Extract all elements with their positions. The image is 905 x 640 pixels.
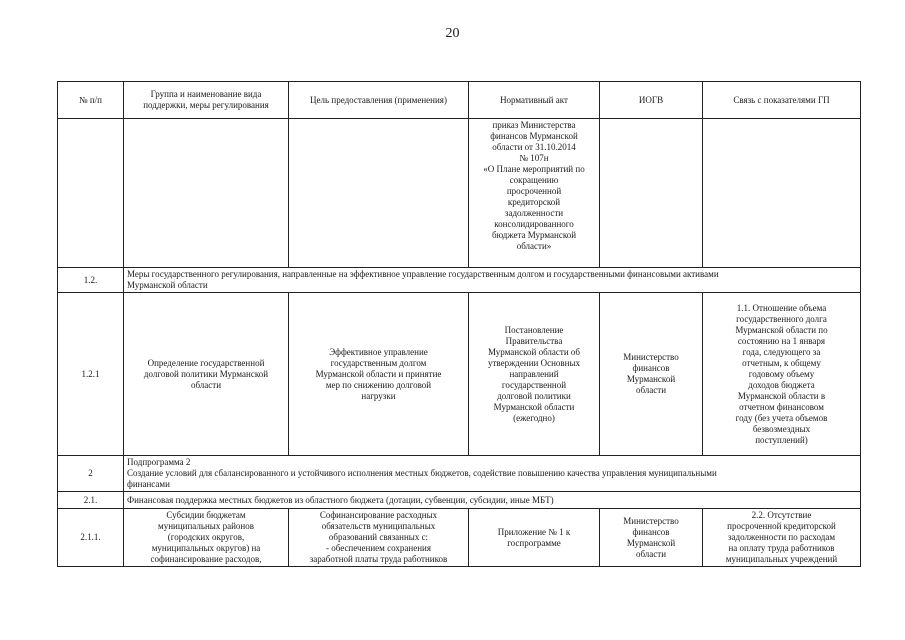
- table-row: [58, 293, 861, 456]
- cell-goal: Эффективное управление государственным долгом Мурманской области и принятие мер по снижению долговой нагрузки: [289, 293, 469, 456]
- table-row: [58, 456, 861, 492]
- cell-goal: Софинансирование расходных обязательств муниципальных образований связанных с: - обеспечением сохранения заработной платы труда работников: [289, 509, 469, 567]
- support-measures-table: [57, 81, 861, 567]
- header-iogv: ИОГВ: [600, 82, 703, 119]
- cell-num: 2: [58, 456, 124, 492]
- cell-num: 1.2.: [58, 268, 124, 293]
- subprogram-title: Подпрограмма 2 Создание условий для сбалансированного и устойчивого исполнения местных бюджетов, содействие повышению качества управления муниципальными финансами: [124, 456, 861, 492]
- cell-group: [124, 119, 289, 268]
- cell-goal: [289, 119, 469, 268]
- cell-num: 2.1.: [58, 492, 124, 509]
- cell-group: Субсидии бюджетам муниципальных районов (городских округов, муниципальных округов) на софинансирование расходов,: [124, 509, 289, 567]
- cell-num: 2.1.1.: [58, 509, 124, 567]
- header-group: Группа и наименование вида поддержки, меры регулирования: [124, 82, 289, 119]
- section-title: Меры государственного регулирования, направленные на эффективное управление государственным долгом и государственными финансовыми активами Мурманской области: [124, 268, 861, 293]
- cell-num: [58, 119, 124, 268]
- cell-act: Приложение № 1 к госпрограмме: [469, 509, 600, 567]
- table-header-row: [58, 82, 861, 119]
- header-goal: Цель предоставления (применения): [289, 82, 469, 119]
- table-row: [58, 119, 861, 268]
- cell-iogv: [600, 119, 703, 268]
- cell-link: 2.2. Отсутствие просроченной кредиторской задолженности по расходам на оплату труда работников муниципальных учреждений: [703, 509, 861, 567]
- table-row: [58, 509, 861, 567]
- table-row: [58, 492, 861, 509]
- cell-group: Определение государственной долговой политики Мурманской области: [124, 293, 289, 456]
- table-row: [58, 268, 861, 293]
- cell-act: приказ Министерства финансов Мурманской области от 31.10.2014 № 107н «О Плане мероприятий по сокращению просроченной кредиторской задолженности консолидированного бюджета Мурманской области»: [469, 119, 600, 268]
- cell-iogv: Министерство финансов Мурманской области: [600, 293, 703, 456]
- cell-num: 1.2.1: [58, 293, 124, 456]
- header-act: Нормативный акт: [469, 82, 600, 119]
- section-title: Финансовая поддержка местных бюджетов из областного бюджета (дотации, субвенции, субсидии, иные МБТ): [124, 492, 861, 509]
- cell-act: Постановление Правительства Мурманской области об утверждении Основных направлений государственной долговой политики Мурманской области (ежегодно): [469, 293, 600, 456]
- cell-link: 1.1. Отношение объема государственного долга Мурманской области по состоянию на 1 января года, следующего за отчетным, к общему годовому объему доходов бюджета Мурманской области в отчетном финансовом году (без учета объемов безвозмездных поступлений): [703, 293, 861, 456]
- cell-iogv: Министерство финансов Мурманской области: [600, 509, 703, 567]
- header-link: Связь с показателями ГП: [703, 82, 861, 119]
- header-num: № п/п: [58, 82, 124, 119]
- cell-link: [703, 119, 861, 268]
- page-number: 20: [445, 26, 460, 41]
